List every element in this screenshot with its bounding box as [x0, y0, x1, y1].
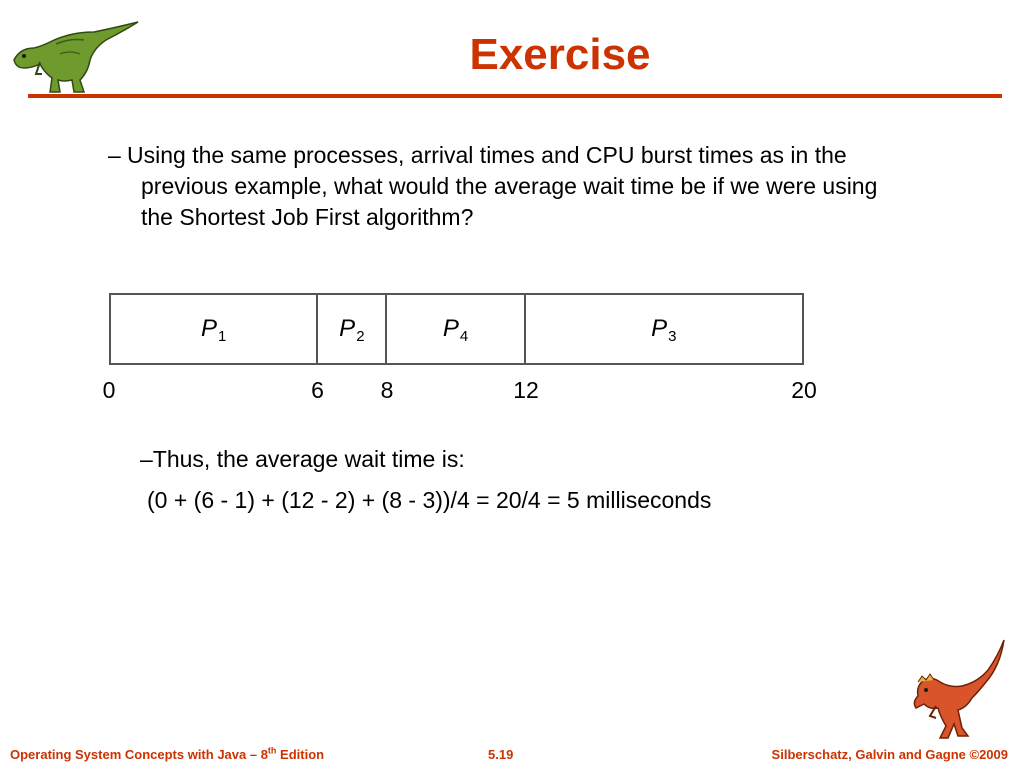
sub-bullet-dash: – — [140, 446, 153, 472]
gantt-process-label: P — [200, 315, 217, 342]
gantt-process-label: P — [339, 315, 356, 342]
sub-bullet — [140, 444, 465, 474]
sub-bullet-text: Thus, the average wait time is: — [152, 446, 465, 472]
gantt-process-index: 1 — [217, 327, 227, 345]
footer-copyright: Silberschatz, Galvin and Gagne ©2009 — [771, 747, 1008, 762]
footer-book-title-text: Operating System Concepts with Java – 8 — [10, 747, 268, 762]
gantt-block-p3 — [526, 295, 802, 363]
gantt-tick-label: 0 — [102, 377, 116, 403]
dinosaur-logo-bottom — [906, 636, 1010, 746]
gantt-block-p1 — [111, 295, 318, 363]
gantt-tick-label: 8 — [380, 377, 394, 403]
gantt-tick-label: 12 — [513, 377, 539, 403]
gantt-chart — [109, 293, 804, 365]
gantt-tick-label: 20 — [791, 377, 817, 403]
footer-page-number: 5.19 — [488, 747, 514, 762]
gantt-process-label: P — [651, 315, 668, 342]
average-wait-formula: (0 + (6 - 1) + (12 - 2) + (8 - 3))/4 = 20/4 = 5 milliseconds — [147, 487, 712, 513]
gantt-block-p4 — [387, 295, 525, 363]
orange-dinosaur-icon — [906, 636, 1010, 746]
footer-edition-superscript: th — [267, 745, 277, 756]
title-divider — [28, 94, 1002, 98]
gantt-process-index: 4 — [459, 327, 469, 345]
dinosaur-logo-top — [10, 18, 142, 96]
bullet-dash: – — [108, 142, 121, 168]
footer-book-title — [10, 746, 324, 764]
main-bullet — [108, 140, 908, 233]
main-bullet-text: Using the same processes, arrival times and CPU burst times as in the previous example, what would the average wait time be if we were using the Shortest Job First algorithm? — [127, 142, 878, 230]
gantt-tick-label: 6 — [311, 377, 324, 403]
gantt-process-index: 3 — [668, 327, 677, 345]
gantt-process-index: 2 — [356, 327, 365, 345]
gantt-block-p2 — [318, 295, 387, 363]
slide-title: Exercise — [469, 30, 651, 79]
footer-edition-text: Edition — [276, 747, 325, 762]
gantt-process-label: P — [442, 315, 459, 342]
green-dinosaur-icon — [10, 18, 142, 96]
